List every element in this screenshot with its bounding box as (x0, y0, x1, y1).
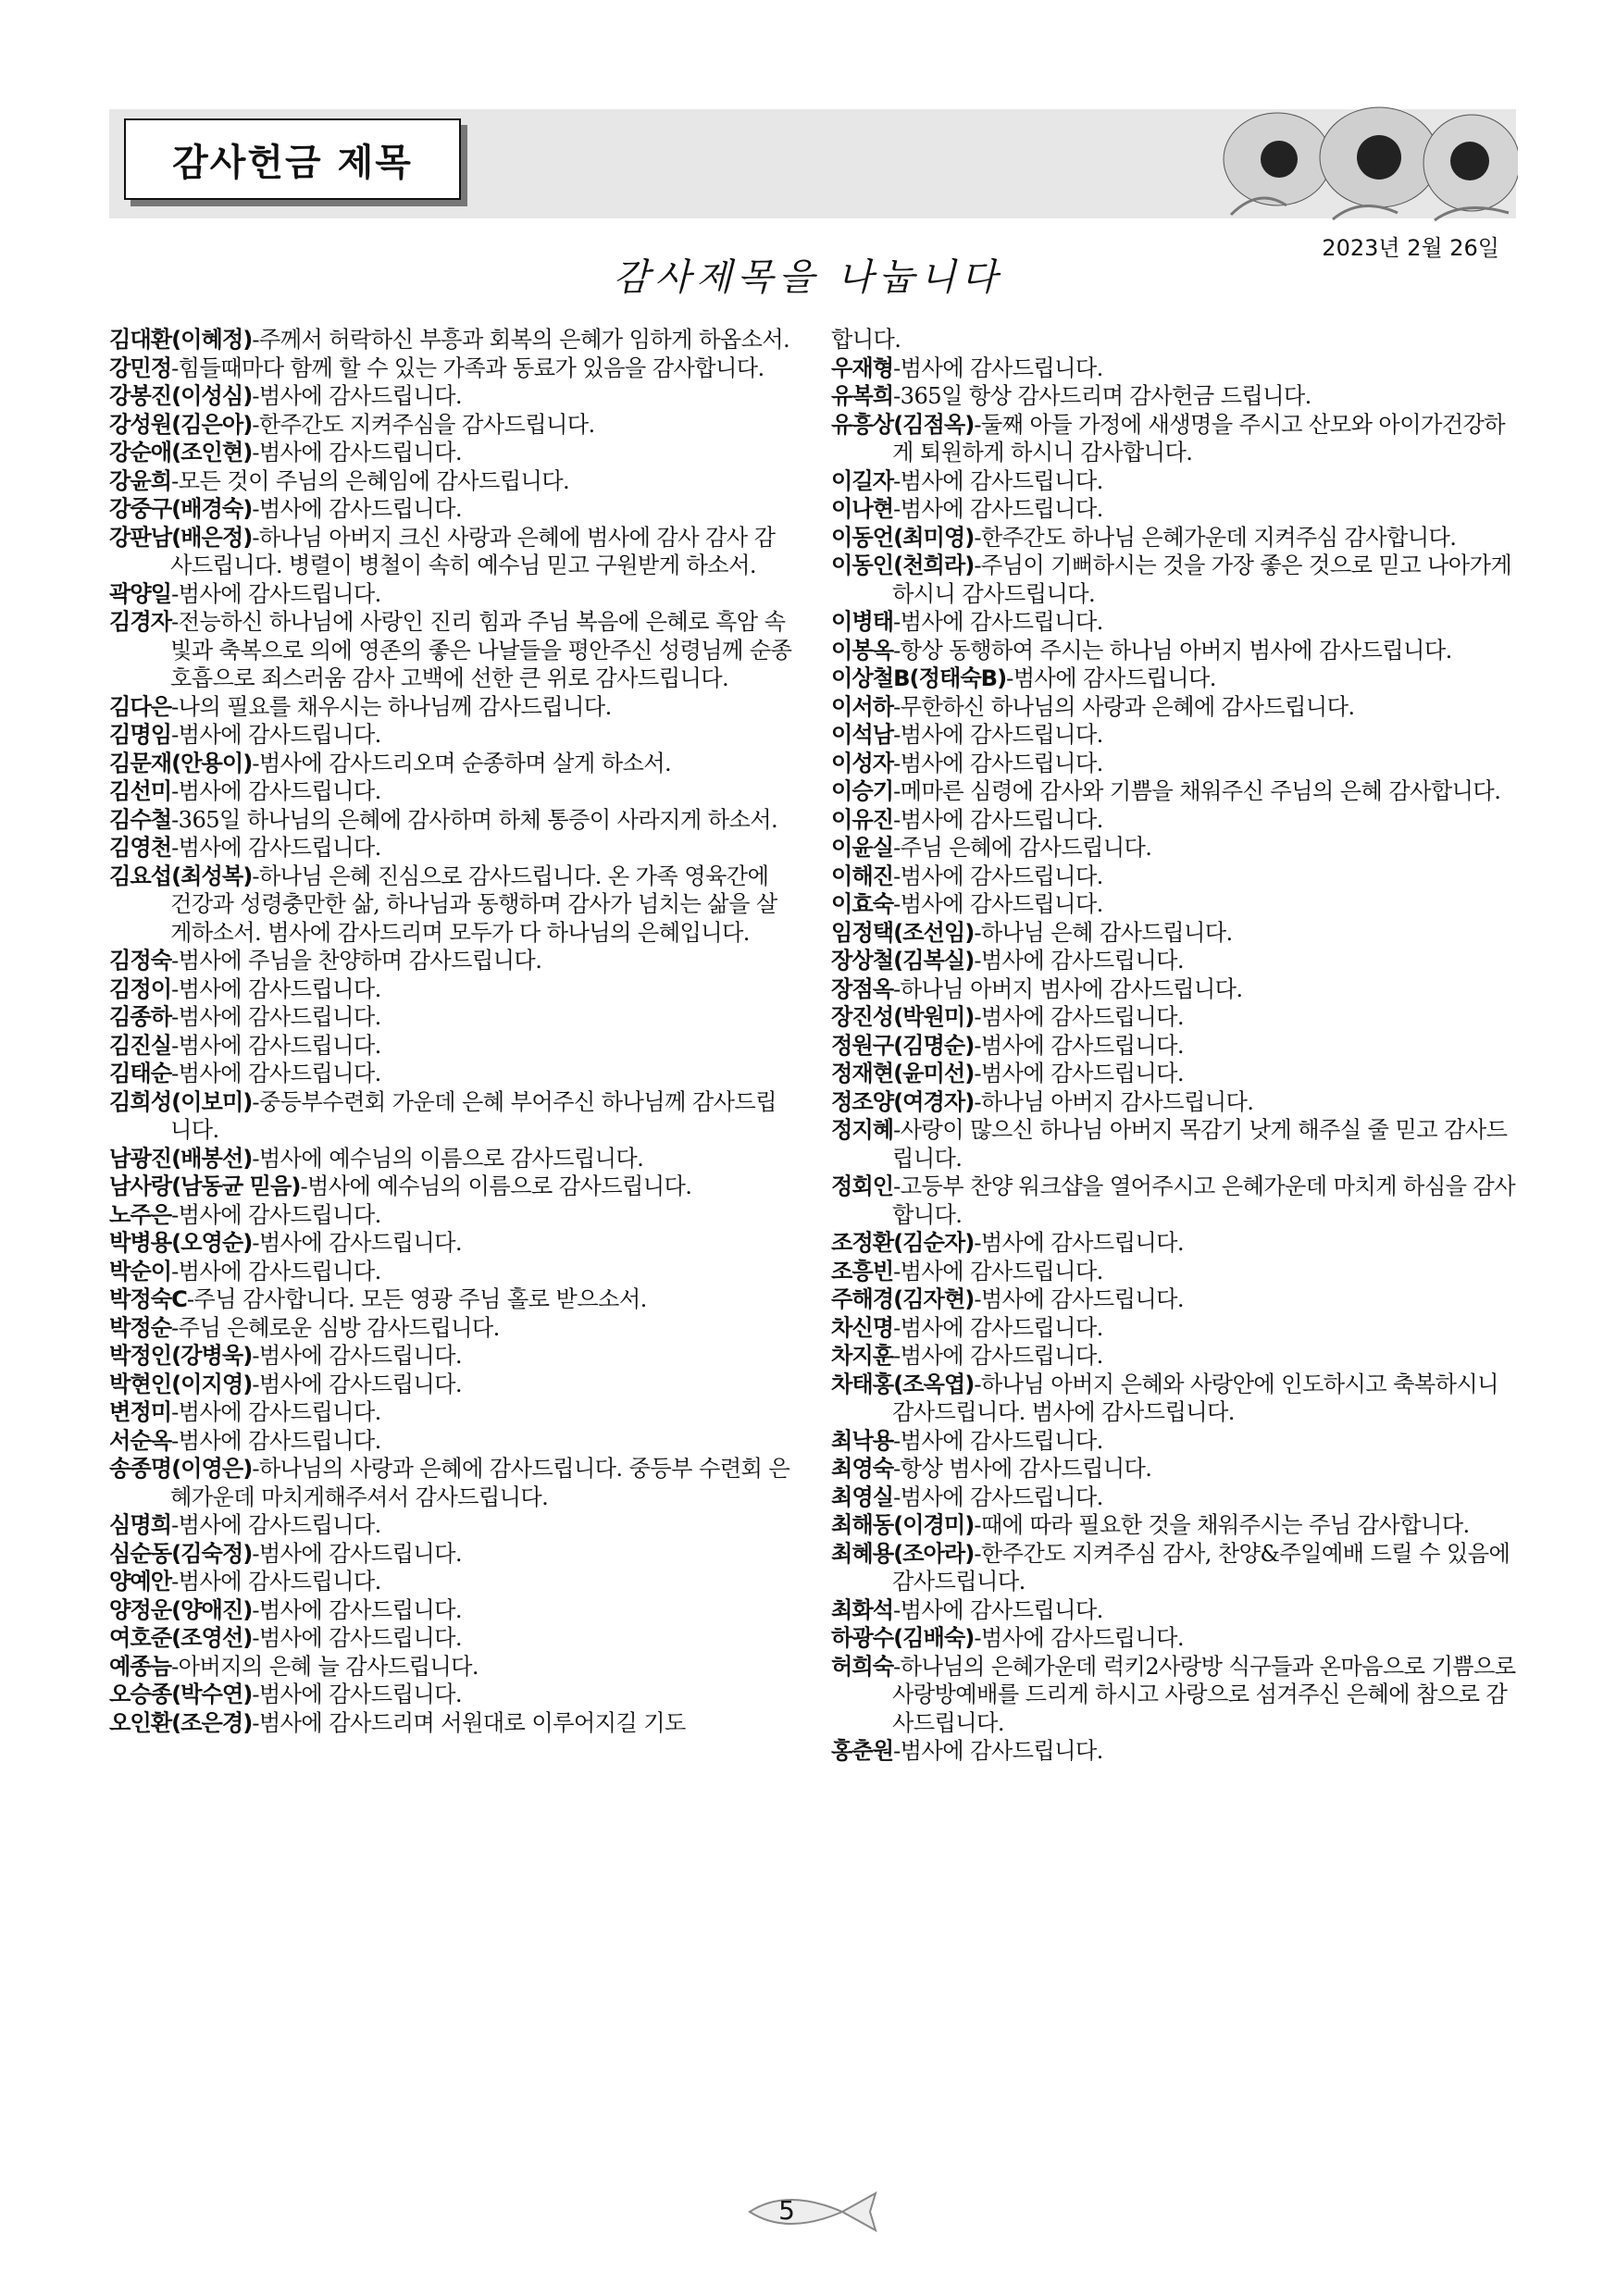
donor-name: 이동인(천희라) (831, 552, 975, 578)
donor-name: 심명희 (109, 1512, 172, 1538)
donor-message: -범사에 감사드립니다. (252, 1596, 462, 1623)
list-item (109, 1709, 796, 1738)
donor-name: 김다은 (109, 693, 172, 720)
donor-message: -범사에 감사드립니다. (893, 1258, 1103, 1285)
donor-message: -아버지의 은혜 늘 감사드립니다. (171, 1653, 479, 1680)
donor-message: -범사에 감사드립니다. (974, 1230, 1184, 1256)
list-item (109, 1088, 796, 1145)
list-item (109, 834, 796, 863)
donor-message: -범사에 감사드립니다. (893, 806, 1103, 833)
list-item (109, 354, 796, 383)
donor-name: 이봉옥 (831, 637, 894, 664)
donor-message: -범사에 감사드립니다. (252, 440, 462, 465)
donor-message: -범사에 감사드립니다. (1006, 665, 1216, 691)
donor-message: -항상 동행하여 주시는 하나님 아버지 범사에 감사드립니다. (893, 637, 1452, 664)
donor-name: 이유진 (831, 806, 894, 833)
donor-name: 장상철(김복실) (831, 948, 975, 974)
list-item (109, 1032, 796, 1061)
list-item (831, 1342, 1518, 1371)
donor-message: -주님 감사합니다. 모든 영광 주님 홀로 받으소서. (186, 1286, 647, 1312)
donor-message: -범사에 감사드립니다. (171, 722, 381, 748)
donor-name: 노주은 (109, 1201, 172, 1228)
donor-name: 이성자 (831, 750, 894, 776)
donor-message: -범사에 감사드립니다. (171, 778, 381, 804)
donor-name: 이상철B(정태숙B) (831, 665, 1007, 691)
donor-message: -범사에 예수님의 이름으로 감사드립니다. (300, 1173, 692, 1199)
list-item (109, 1427, 796, 1456)
donor-name: 차신명 (831, 1314, 894, 1341)
list-item (831, 693, 1518, 722)
donor-message: -범사에 감사드립니다. (974, 1625, 1184, 1651)
right-column (831, 326, 1518, 1766)
list-item (109, 1596, 796, 1625)
list-item (109, 1455, 796, 1511)
donor-name: 박병용(오영순) (109, 1230, 253, 1256)
donor-message: -사랑이 많으신 하나님 아버지 목감기 낫게 해주실 줄 믿고 감사드립니다. (892, 1117, 1508, 1172)
list-item (109, 1371, 796, 1399)
donor-name: 이석남 (831, 722, 894, 748)
donor-name: 장점옥 (831, 975, 894, 1002)
list-item (109, 411, 796, 440)
list-item (109, 1540, 796, 1569)
list-item (831, 750, 1518, 778)
donor-message: -범사에 감사드립니다. (893, 467, 1103, 494)
donor-message: -나의 필요를 채우시는 하나님께 감사드립니다. (171, 693, 612, 720)
donor-message: -때에 따라 필요한 것을 채워주시는 주님 감사합니다. (974, 1512, 1470, 1538)
list-item (109, 721, 796, 750)
donor-name: 김태순 (109, 1061, 172, 1086)
list-item (109, 1145, 796, 1173)
donor-name: 송종명(이영은) (109, 1456, 253, 1482)
donor-name: 하광수(김배숙) (831, 1625, 975, 1651)
list-item (831, 382, 1518, 411)
donor-message: -범사에 감사드립니다. (171, 1569, 381, 1595)
donor-name: 강윤희 (109, 467, 172, 494)
list-item (831, 354, 1518, 383)
donor-message: -주께서 허락하신 부흥과 회복의 은혜가 임하게 하옵소서. (252, 327, 790, 353)
donor-name: 김진실 (109, 1032, 172, 1059)
donor-message: -주님이 기뻐하시는 것을 가장 좋은 것으로 믿고 나아가게 하시니 감사드립니다. (892, 552, 1512, 607)
list-item (109, 1568, 796, 1596)
donor-message: -범사에 주님을 찬양하며 감사드립니다. (171, 948, 542, 974)
donor-message: -범사에 감사드립니다. (893, 750, 1103, 776)
donor-name: 우재형 (831, 354, 894, 381)
list-item (831, 495, 1518, 524)
donor-message: -항상 범사에 감사드립니다. (893, 1456, 1152, 1482)
donor-message: -하나님 아버지 은혜와 사랑안에 인도하시고 축복하시니 감사드립니다. 범사에 감사드립니다. (892, 1371, 1498, 1425)
list-item (109, 467, 796, 496)
donor-message: -주님 은혜로운 심방 감사드립니다. (171, 1314, 500, 1341)
donor-name: 이나현 (831, 496, 894, 522)
donor-message: -범사에 감사드립니다. (893, 722, 1103, 748)
list-item (109, 1342, 796, 1371)
donor-message: -범사에 감사드립니다. (893, 1314, 1103, 1341)
donor-name: 차지훈 (831, 1343, 894, 1369)
list-item (109, 1681, 796, 1709)
donor-name: 김정이 (109, 975, 172, 1002)
list-item (831, 1371, 1518, 1427)
list-item (831, 1116, 1518, 1173)
donor-name: 이승기 (831, 778, 894, 804)
donor-name: 정원구(김명순) (831, 1032, 975, 1059)
list-item (109, 1398, 796, 1427)
donor-message: -한주간도 하나님 은혜가운데 지켜주심 감사합니다. (974, 524, 1457, 551)
donor-name: 정회인 (831, 1173, 894, 1199)
donor-message: -범사에 감사드립니다. (252, 1625, 462, 1651)
donor-name: 정조양(여경자) (831, 1088, 975, 1115)
donor-message: -365일 항상 감사드리며 감사헌금 드립니다. (893, 383, 1311, 409)
donor-name: 김종하 (109, 1004, 172, 1030)
list-item (831, 721, 1518, 750)
donor-name: 이해진 (831, 863, 894, 889)
list-item (831, 1540, 1518, 1596)
list-item (109, 1624, 796, 1653)
donor-name: 이서하 (831, 693, 894, 720)
donor-name: 양예안 (109, 1569, 172, 1595)
donor-message: -범사에 감사드립니다. (171, 975, 381, 1002)
list-item (109, 777, 796, 806)
list-item (831, 552, 1518, 608)
list-item (831, 1427, 1518, 1456)
list-item (109, 750, 796, 778)
donor-name: 박정순 (109, 1314, 172, 1341)
list-item (831, 637, 1518, 665)
donor-message: -범사에 감사드립니다. (252, 1371, 462, 1397)
list-item (831, 1229, 1518, 1258)
list-item (109, 1285, 796, 1314)
list-item (831, 1624, 1518, 1653)
donor-message: 합니다. (831, 327, 901, 353)
donor-message: -범사에 감사드립니다. (893, 496, 1103, 522)
donor-message: -범사에 예수님의 이름으로 감사드립니다. (252, 1145, 644, 1172)
donor-name: 최혜용(조아라) (831, 1540, 975, 1567)
donor-message: -범사에 감사드립니다. (974, 1061, 1184, 1086)
donor-name: 차태홍(조옥엽) (831, 1371, 975, 1397)
donor-message: -범사에 감사드립니다. (171, 1201, 381, 1228)
donor-name: 오인환(조은경) (109, 1709, 253, 1736)
donor-name: 예종늠 (109, 1653, 172, 1680)
donor-message: -범사에 감사드립니다. (893, 609, 1103, 635)
donor-message: -범사에 감사드립니다. (252, 383, 462, 409)
donor-message: -범사에 감사드립니다. (171, 1512, 381, 1538)
donor-name: 강순애(조인현) (109, 440, 253, 465)
left-column (109, 326, 796, 1737)
donor-name: 서순옥 (109, 1427, 172, 1454)
donor-name: 임정택(조선임) (831, 919, 975, 946)
donor-message: -범사에 감사드립니다. (171, 1258, 381, 1285)
donor-name: 최해동(이경미) (831, 1512, 975, 1538)
donor-message: -범사에 감사드립니다. (171, 580, 381, 607)
list-item (109, 863, 796, 948)
donor-message: -한주간도 지켜주심 감사, 찬양&주일예배 드릴 수 있음에 감사드립니다. (892, 1540, 1510, 1595)
donor-name: 강봉진(이성심) (109, 383, 253, 409)
donor-message: -모든 것이 주님의 은혜임에 감사드립니다. (171, 467, 570, 494)
donor-name: 박정인(강병욱) (109, 1343, 253, 1369)
donor-name: 여호준(조영선) (109, 1625, 253, 1651)
donor-name: 최영숙 (831, 1456, 894, 1482)
donor-name: 남사랑(남동균 믿음) (109, 1173, 301, 1199)
donor-name: 김대환(이혜정) (109, 327, 253, 353)
donor-message: -범사에 감사드립니다. (171, 1061, 381, 1086)
list-item (109, 1258, 796, 1286)
donor-name: 김명임 (109, 722, 172, 748)
donor-name: 양정운(양애진) (109, 1596, 253, 1623)
list-item (831, 326, 1518, 354)
donor-name: 이효숙 (831, 891, 894, 917)
donor-message: -범사에 감사드립니다. (974, 1286, 1184, 1312)
list-item (831, 777, 1518, 806)
list-item (109, 1003, 796, 1032)
donor-message: -힘들때마다 함께 할 수 있는 가족과 동료가 있음을 감사합니다. (171, 354, 764, 381)
donor-name: 강성원(김은아) (109, 411, 253, 438)
donor-name: 변정미 (109, 1399, 172, 1425)
list-item (831, 1314, 1518, 1343)
donor-name: 김문재(안용이) (109, 750, 253, 776)
donor-message: -둘째 아들 가정에 새생명을 주시고 산모와 아이가건강하게 퇴원하게 하시니 감사합니다. (892, 411, 1506, 465)
list-item (109, 1060, 796, 1088)
list-item (831, 1483, 1518, 1512)
donor-message: -365일 하나님의 은혜에 감사하며 하체 통증이 사라지게 하소서. (171, 806, 778, 833)
donor-message: -범사에 감사드립니다. (171, 835, 381, 861)
donor-message: -하나님의 사랑과 은혜에 감사드립니다. 중등부 수련회 은혜가운데 마치게해주셔서 감사드립니다. (170, 1456, 790, 1510)
list-item (109, 1201, 796, 1230)
list-item (109, 1229, 796, 1258)
donor-message: -범사에 감사드립니다. (171, 1032, 381, 1059)
donor-message: -범사에 감사드리오며 순종하며 살게 하소서. (252, 750, 672, 776)
list-item (109, 495, 796, 524)
donor-message: -범사에 감사드립니다. (893, 1738, 1103, 1764)
donor-message: -하나님의 은혜가운데 럭키2사랑방 식구들과 온마음으로 기쁨으로 사랑방예배를 드리게 하시고 사랑으로 섬겨주신 은혜에 참으로 감사드립니다. (892, 1653, 1516, 1736)
list-item (831, 1596, 1518, 1625)
donor-name: 강중구(배경숙) (109, 496, 253, 522)
donor-name: 박현인(이지영) (109, 1371, 253, 1397)
list-item (831, 1003, 1518, 1032)
list-item (109, 947, 796, 975)
donor-name: 조정환(김순자) (831, 1230, 975, 1256)
donor-name: 김경자 (109, 609, 172, 635)
list-item (109, 1314, 796, 1343)
list-item (109, 975, 796, 1004)
donor-message: -범사에 감사드립니다. (974, 1004, 1184, 1030)
donor-name: 김수철 (109, 806, 172, 833)
list-item (109, 439, 796, 467)
list-item (831, 1032, 1518, 1061)
donor-message: -범사에 감사드립니다. (171, 1004, 381, 1030)
page-number: 5 (778, 2195, 795, 2226)
donor-name: 박정숙C (109, 1286, 187, 1312)
list-item (831, 834, 1518, 863)
donor-name: 장진성(박원미) (831, 1004, 975, 1030)
donor-name: 유복희 (831, 383, 894, 409)
list-item (831, 919, 1518, 948)
donor-name: 강민정 (109, 354, 172, 381)
donor-message: -한주간도 지켜주심을 감사드립니다. (252, 411, 595, 438)
donor-message: -범사에 감사드립니다. (893, 863, 1103, 889)
list-item (109, 806, 796, 835)
list-item (831, 947, 1518, 975)
donor-name: 김희성(이보미) (109, 1088, 253, 1115)
donor-message: -무한하신 하나님의 사랑과 은혜에 감사드립니다. (893, 693, 1355, 720)
donor-name: 심순동(김숙정) (109, 1540, 253, 1567)
donor-message: -하나님 아버지 크신 사랑과 은혜에 범사에 감사 감사 감사드립니다. 병렬이 병철이 속히 예수님 믿고 구원받게 하소서. (170, 524, 776, 578)
donor-message: -범사에 감사드립니다. (252, 1343, 462, 1369)
donor-message: -범사에 감사드리며 서원대로 이루어지길 기도 (252, 1709, 686, 1736)
donor-message: -고등부 찬양 워크샵을 열어주시고 은혜가운데 마치게 하심을 감사합니다. (892, 1173, 1515, 1228)
list-item (831, 664, 1518, 693)
donor-name: 정재현(윤미선) (831, 1061, 975, 1086)
page-title: 감사헌금 제목 (172, 141, 413, 184)
list-item (831, 1173, 1518, 1229)
list-item (831, 411, 1518, 467)
donor-name: 남광진(배봉선) (109, 1145, 253, 1172)
list-item (109, 524, 796, 580)
donor-message: -범사에 감사드립니다. (252, 1230, 462, 1256)
donor-name: 이길자 (831, 467, 894, 494)
list-item (109, 693, 796, 722)
donor-name: 최낙용 (831, 1427, 894, 1454)
donor-message: -범사에 감사드립니다. (974, 948, 1184, 974)
list-item (831, 1258, 1518, 1286)
title-box (124, 118, 461, 200)
donor-name: 허희숙 (831, 1653, 894, 1680)
donor-name: 곽양일 (109, 580, 172, 607)
donor-message: -주님 은혜에 감사드립니다. (893, 835, 1152, 861)
donor-message: -범사에 감사드립니다. (893, 1596, 1103, 1623)
donor-name: 유흥상(김점옥) (831, 411, 975, 438)
list-item (109, 608, 796, 693)
donor-message: -범사에 감사드립니다. (893, 1483, 1103, 1510)
donor-name: 김영천 (109, 835, 172, 861)
donor-message: -범사에 감사드립니다. (171, 1399, 381, 1425)
date-label: 2023년 2월 26일 (1322, 235, 1499, 261)
list-item (831, 1060, 1518, 1088)
sunflower-decoration (1222, 104, 1518, 222)
donor-name: 이병태 (831, 609, 894, 635)
donor-name: 이윤실 (831, 835, 894, 861)
subtitle: 감사제목을 나눕니다 (613, 256, 1003, 299)
donor-name: 주해경(김자현) (831, 1286, 975, 1312)
list-item (831, 1653, 1518, 1738)
list-item (831, 467, 1518, 496)
donor-name: 최화석 (831, 1596, 894, 1623)
donor-name: 조흥빈 (831, 1258, 894, 1285)
list-item (109, 1653, 796, 1682)
list-item (831, 524, 1518, 552)
donor-message: -범사에 감사드립니다. (893, 354, 1103, 381)
list-item (831, 975, 1518, 1004)
donor-name: 김요섭(최성복) (109, 863, 253, 889)
donor-name: 최영실 (831, 1483, 894, 1510)
donor-message: -메마른 심령에 감사와 기쁨을 채워주신 주님의 은혜 감사합니다. (893, 778, 1501, 804)
list-item (109, 382, 796, 411)
list-item (831, 890, 1518, 919)
donor-message: -중등부수련회 가운데 은혜 부어주신 하나님께 감사드립니다. (170, 1088, 777, 1143)
donor-message: -범사에 감사드립니다. (252, 1540, 462, 1567)
list-item (831, 806, 1518, 835)
page-footer (740, 2186, 889, 2238)
donor-name: 김정숙 (109, 948, 172, 974)
list-item (831, 1285, 1518, 1314)
list-item (109, 1173, 796, 1201)
donor-message: -범사에 감사드립니다. (893, 891, 1103, 917)
list-item (109, 1511, 796, 1540)
donor-name: 이동언(최미영) (831, 524, 975, 551)
donor-message: -범사에 감사드립니다. (171, 1427, 381, 1454)
donor-message: -전능하신 하나님에 사랑인 진리 힘과 주님 복음에 은혜로 흑암 속 빛과 축복으로 의에 영존의 좋은 나날들을 평안주신 성령님께 순종호흡으로 죄스러움 감사 고백에 선한 큰 위로 감사드립니다. (170, 609, 792, 691)
donor-message: -범사에 감사드립니다. (974, 1032, 1184, 1059)
donor-message: -하나님 은혜 감사드립니다. (974, 919, 1233, 946)
list-item (831, 1088, 1518, 1117)
donor-message: -하나님 아버지 감사드립니다. (974, 1088, 1254, 1115)
donor-message: -범사에 감사드립니다. (893, 1427, 1103, 1454)
donor-name: 정지혜 (831, 1117, 894, 1143)
donor-name: 오승종(박수연) (109, 1682, 253, 1707)
donor-message: -범사에 감사드립니다. (252, 1682, 462, 1707)
list-item (831, 608, 1518, 637)
donor-name: 박순이 (109, 1258, 172, 1285)
donor-name: 강판남(배은정) (109, 524, 253, 551)
donor-message: -하나님 은혜 진심으로 감사드립니다. 온 가족 영육간에 건강과 성령충만한 삶, 하나님과 동행하며 감사가 넘치는 삶을 살게하소서. 범사에 감사드리며 모두가 다 하나님의 은혜입니다. (170, 863, 777, 946)
donor-name: 김선미 (109, 778, 172, 804)
list-item (109, 580, 796, 609)
list-item (831, 1455, 1518, 1483)
list-item (831, 1511, 1518, 1540)
list-item (831, 863, 1518, 891)
list-item (831, 1737, 1518, 1766)
list-item (109, 326, 796, 354)
donor-message: -하나님 아버지 범사에 감사드립니다. (893, 975, 1243, 1002)
donor-message: -범사에 감사드립니다. (893, 1343, 1103, 1369)
donor-message: -범사에 감사드립니다. (252, 496, 462, 522)
donor-name: 홍춘원 (831, 1738, 894, 1764)
